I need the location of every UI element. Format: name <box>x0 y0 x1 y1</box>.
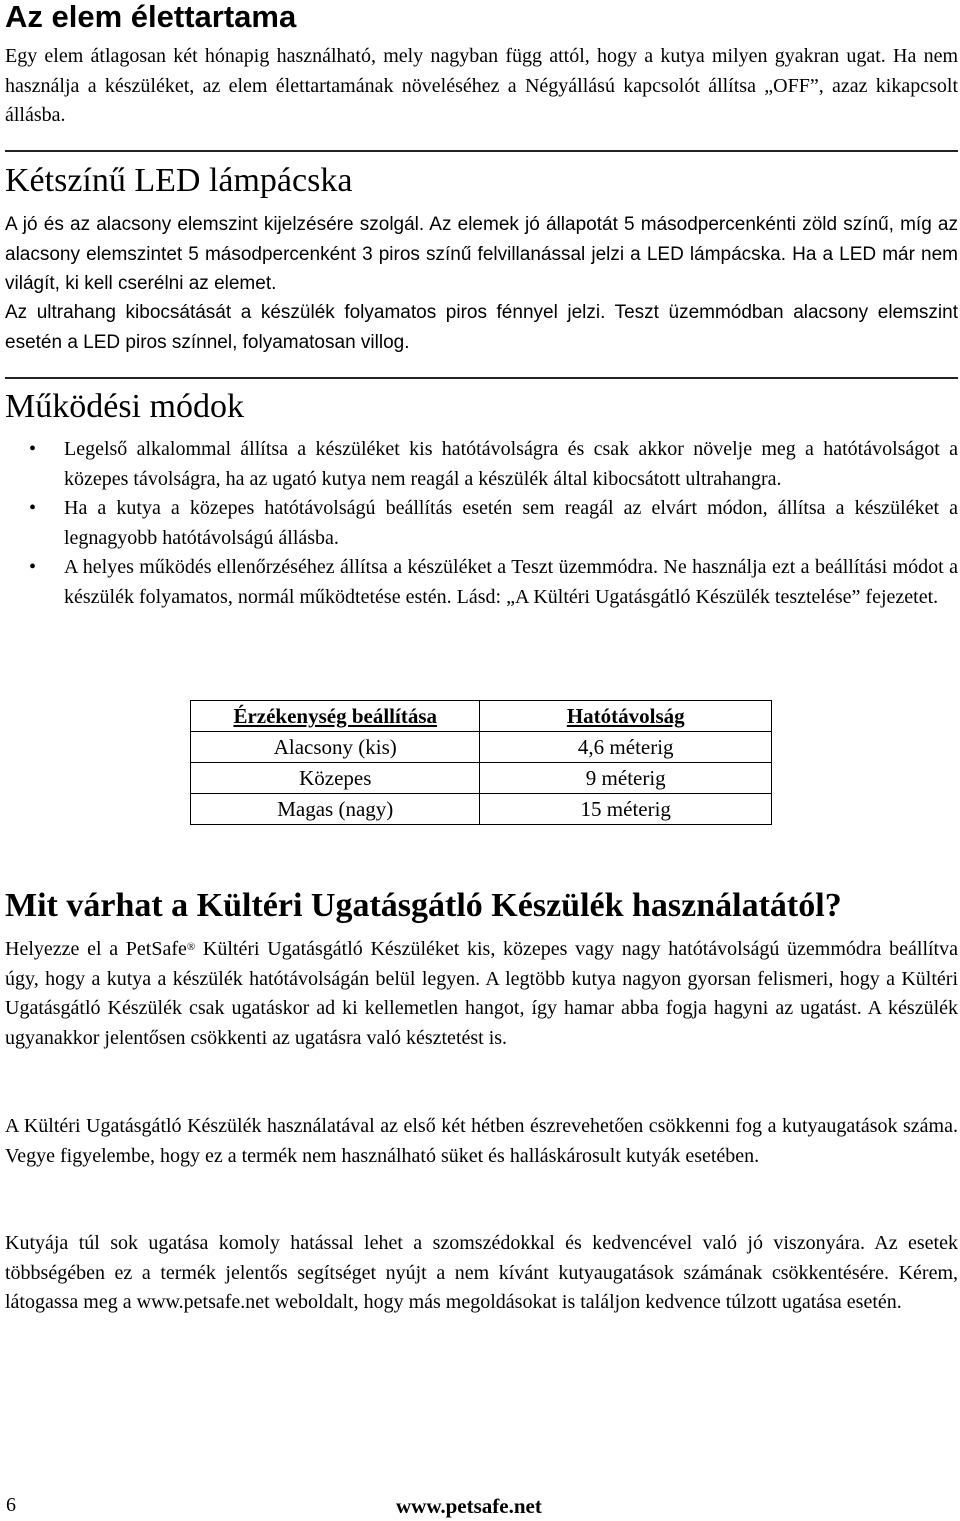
expect-paragraph-1 <box>5 935 958 1053</box>
expect-paragraph-3: Kutyája túl sok ugatása komoly hatással lehet a szomszédokkal és kedvencével való jó viszonyára. Az esetek többségében ez a termék jelentős segítséget nyújt a nem kívánt kutyaugatások számának csökkentésére. Kérem, látogassa meg a www.petsafe.net weboldalt, hogy más megoldásokat is találjon kedvence túlzott ugatása esetén. <box>5 1232 958 1313</box>
page-number: 6 <box>6 1494 16 1516</box>
modes-bullet-text: Legelső alkalommal állítsa a készüléket kis hatótávolságra és csak akkor növelje meg a hatótávolságot a közepes távolságra, ha az ugató kutya nem reagál a készülék által kibocsátott ultrahangra. <box>64 438 958 490</box>
table-cell: 15 méterig <box>480 794 772 825</box>
bullet-icon: • <box>29 438 37 460</box>
modes-bullet-list <box>5 435 958 612</box>
section-divider <box>5 377 958 379</box>
table-cell: Alacsony (kis) <box>191 732 480 763</box>
table-cell: Közepes <box>191 763 480 794</box>
registered-mark: ® <box>186 941 196 953</box>
modes-bullet-item <box>5 435 958 494</box>
expect-paragraph-1-rest: Kültéri Ugatásgátló Készüléket kis, közepes vagy nagy hatótávolságú üzemmódra beállítva úgy, hogy a kutya a készülék hatótávolságán belül legyen. A legtöbb kutya nagyon gyorsan felismeri, hogy a Kültéri Ugatásgátló Készülék csak ugatáskor ad ki kellemetlen hangot, így hamar abba fogja hagyni az ugatást. A készülék ugyanakkor jelentősen csökkenti az ugatásra való késztetést is. <box>5 938 958 1049</box>
table-header-row <box>191 701 772 732</box>
section-divider <box>5 150 958 152</box>
table-row <box>191 732 772 763</box>
led-paragraph-2: Az ultrahang kibocsátását a készülék folyamatos piros fénnyel jelzi. Teszt üzemmódban alacsony elemszint esetén a LED piros színnel, folyamatosan villog. <box>5 302 958 353</box>
table-cell: Magas (nagy) <box>191 794 480 825</box>
expect-paragraph-2: A Kültéri Ugatásgátló Készülék használatával az első két hétben észrevehetően csökkenni fog a kutyaugatások száma. Vegye figyelembe, hogy ez a termék nem használható süket és halláskárosult kutyák esetében. <box>5 1115 958 1167</box>
led-paragraph-1: A jó és az alacsony elemszint kijelzésére szolgál. Az elemek jó állapotát 5 másodpercenkénti zöld színű, míg az alacsony elemszintet 5 másodpercenként 3 piros színű felvillanással jelzi a LED lámpácska. Ha a LED már nem világít, ki kell cserélni az elemet. <box>5 214 958 294</box>
expect-paragraph-1-start: Helyezze el a PetSafe <box>5 938 187 960</box>
modes-bullet-item <box>5 553 958 612</box>
bullet-icon: • <box>29 497 37 519</box>
range-table <box>190 700 772 825</box>
modes-bullet-item <box>5 494 958 553</box>
footer-url: www.petsafe.net <box>396 1494 542 1518</box>
expect-section-title: Mit várhat a Kültéri Ugatásgátló Készülék használatától? <box>5 887 842 924</box>
bullet-icon: • <box>29 556 37 578</box>
battery-section-title: Az elem élettartama <box>5 0 297 34</box>
table-row <box>191 763 772 794</box>
battery-paragraph: Egy elem átlagosan két hónapig használható, mely nagyban függ attól, hogy a kutya milyen gyakran ugat. Ha nem használja a készüléket, az elem élettartamának növeléséhez a Négyállású kapcsolót állítsa „OFF”, azaz kikapcsolt állásba. <box>5 45 958 126</box>
modes-section-title: Működési módok <box>5 388 244 425</box>
modes-bullet-text: Ha a kutya a közepes hatótávolságú beállítás esetén sem reagál az elvárt módon, állítsa a készüléket a legnagyobb hatótávolságú állásba. <box>64 497 958 549</box>
table-cell: 9 méterig <box>480 763 772 794</box>
led-section-title: Kétszínű LED lámpácska <box>5 162 353 199</box>
table-header-cell: Hatótávolság <box>480 701 772 732</box>
table-cell: 4,6 méterig <box>480 732 772 763</box>
table-header-cell: Érzékenység beállítása <box>191 701 480 732</box>
table-row <box>191 794 772 825</box>
modes-bullet-text: A helyes működés ellenőrzéséhez állítsa a készüléket a Teszt üzemmódra. Ne használja ezt a beállítási módot a készülék folyamatos, normál működtetése estén. Lásd: „A Kültéri Ugatásgátló Készülék tesztelése” fejezetet. <box>64 556 958 608</box>
